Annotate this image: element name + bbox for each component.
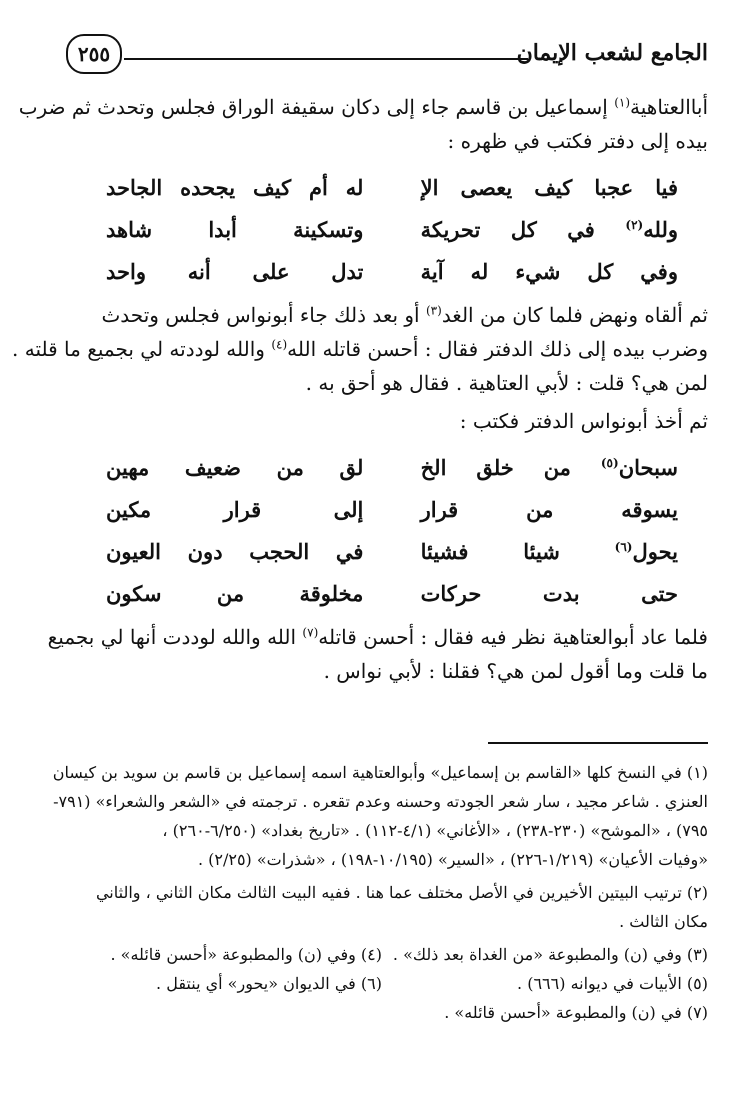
first-hemistich: ولله$^{(٢)}$ في كل تحريكة bbox=[420, 216, 678, 242]
verse bbox=[66, 530, 708, 572]
footnote-7: (٧) في (ن) والمطبوعة «أحسن قائله» . bbox=[444, 1003, 708, 1022]
footnote-row bbox=[56, 940, 708, 969]
first-hemistich: يسوقه من قرار bbox=[420, 496, 678, 522]
verse bbox=[66, 166, 708, 208]
first-hemistich: سبحان$^{(٥)}$ من خلق الخ bbox=[420, 454, 678, 480]
footnote-ref: (٤) bbox=[271, 337, 288, 352]
running-title: الجامع لشعب الإيمان bbox=[516, 40, 708, 66]
text-line: ما قلت وما أقول لمن هي؟ فقلنا : لأبي نواس . bbox=[323, 659, 708, 683]
footnote-ref: (١) bbox=[614, 95, 631, 110]
footnote-separator bbox=[488, 742, 708, 744]
second-hemistich: وتسكينة أبدا شاهد bbox=[106, 216, 364, 242]
text-line: بيده إلى دفتر فكتب في ظهره : bbox=[447, 129, 708, 153]
footnote-4: (٤) وفي (ن) والمطبوعة «أحسن قائله» . bbox=[110, 945, 382, 964]
footnote-row bbox=[56, 998, 708, 1027]
page-number: ٢٥٥ bbox=[66, 34, 122, 74]
poem-2 bbox=[66, 446, 708, 614]
verse bbox=[66, 572, 708, 614]
text-line: فلما عاد أبوالعتاهية نظر فيه فقال : أحسن قاتله$^{(٧)}$ الله والله لوددت أنها لي بجميع bbox=[47, 625, 708, 649]
second-hemistich: له أم كيف يجحده الجاحد bbox=[106, 174, 364, 200]
first-hemistich: فيا عجبا كيف يعصى الإ bbox=[420, 174, 678, 200]
paragraph-2 bbox=[12, 298, 708, 400]
footnote-3: (٣) وفي (ن) والمطبوعة «من الغداة بعد ذلك» . bbox=[392, 945, 708, 964]
first-hemistich: حتى بدت حركات bbox=[420, 580, 678, 606]
main-text bbox=[12, 90, 708, 688]
paragraph-1 bbox=[18, 90, 708, 158]
paragraph-3 bbox=[66, 404, 708, 438]
footnote-5: (٥) الأبيات في ديوانه (٦٦٦) . bbox=[517, 974, 708, 993]
footnote-ref: (٣) bbox=[425, 303, 442, 318]
footnote-ref: (٧) bbox=[302, 625, 319, 640]
second-hemistich: لق من ضعيف مهين bbox=[106, 454, 364, 480]
footnote-ref: (٥) bbox=[600, 455, 619, 470]
text-line: لمن هي؟ قلت : لأبي العتاهية . فقال هو أحق به . bbox=[305, 371, 708, 395]
footnote-row bbox=[56, 969, 708, 998]
poem-1 bbox=[66, 166, 708, 292]
footnote-1: (١) في النسخ كلها «القاسم بن إسماعيل» وأبوالعتاهية اسمه إسماعيل بن قاسم بن سويد بن كيسان العنزي . شاعر مجيد ، سار شعر الجودته وحسنه وعدم تقعره . ترجمته في «الشعر والشعراء» (٧٩١- ٧٩٥) ، «الموشح» (٢٣٠-٢٣٨) ، «الأغاني» (٤/١-١١٢) . «تاريخ بغداد» (٦/٢٥٠-٢٦٠) ، «وفيات الأعيان» (١/٢١٩-٢٢٦) ، «السير» (١٠/١٩٥-١٩٨) ، «شذرات» (٢/٢٥) . bbox=[52, 763, 708, 869]
first-hemistich: وفي كل شيء له آية bbox=[420, 258, 678, 284]
second-hemistich: إلى قرار مكين bbox=[106, 496, 364, 522]
verse bbox=[66, 488, 708, 530]
page-header bbox=[66, 34, 708, 78]
paragraph-4 bbox=[47, 620, 708, 688]
verse bbox=[66, 208, 708, 250]
footnote-ref: (٢) bbox=[625, 217, 644, 232]
footnote-2: (٢) ترتيب البيتين الأخيرين في الأصل مختلف عما هنا . ففيه البيت الثالث مكان الثاني ، والثاني مكان الثالث . bbox=[95, 883, 708, 931]
text-line: ثم ألقاه ونهض فلما كان من الغد$^{(٣)}$ أو بعد ذلك جاء أبونواس فجلس وتحدث bbox=[101, 303, 708, 327]
second-hemistich: في الحجب دون العيون bbox=[106, 538, 364, 564]
header-rule bbox=[124, 58, 528, 60]
second-hemistich: مخلوقة من سكون bbox=[106, 580, 364, 606]
text-line: أباالعتاهية$^{(١)}$ إسماعيل بن قاسم جاء إلى دكان سقيفة الوراق فجلس وتحدث ثم ضرب bbox=[18, 95, 708, 119]
text-line: وضرب بيده إلى ذلك الدفتر فقال : أحسن قاتله الله$^{(٤)}$ والله لوددته لي بجميع ما قلته . bbox=[12, 337, 708, 361]
second-hemistich: تدل على أنه واحد bbox=[106, 258, 364, 284]
footnote-ref: (٦) bbox=[614, 539, 633, 554]
verse bbox=[66, 446, 708, 488]
footnote-6: (٦) في الديوان «يحور» أي ينتقل . bbox=[156, 974, 382, 993]
footnotes bbox=[52, 758, 708, 1027]
text-line: ثم أخذ أبونواس الدفتر فكتب : bbox=[459, 409, 708, 433]
verse bbox=[66, 250, 708, 292]
first-hemistich: يحول$^{(٦)}$ شيئا فشيئا bbox=[420, 538, 678, 564]
